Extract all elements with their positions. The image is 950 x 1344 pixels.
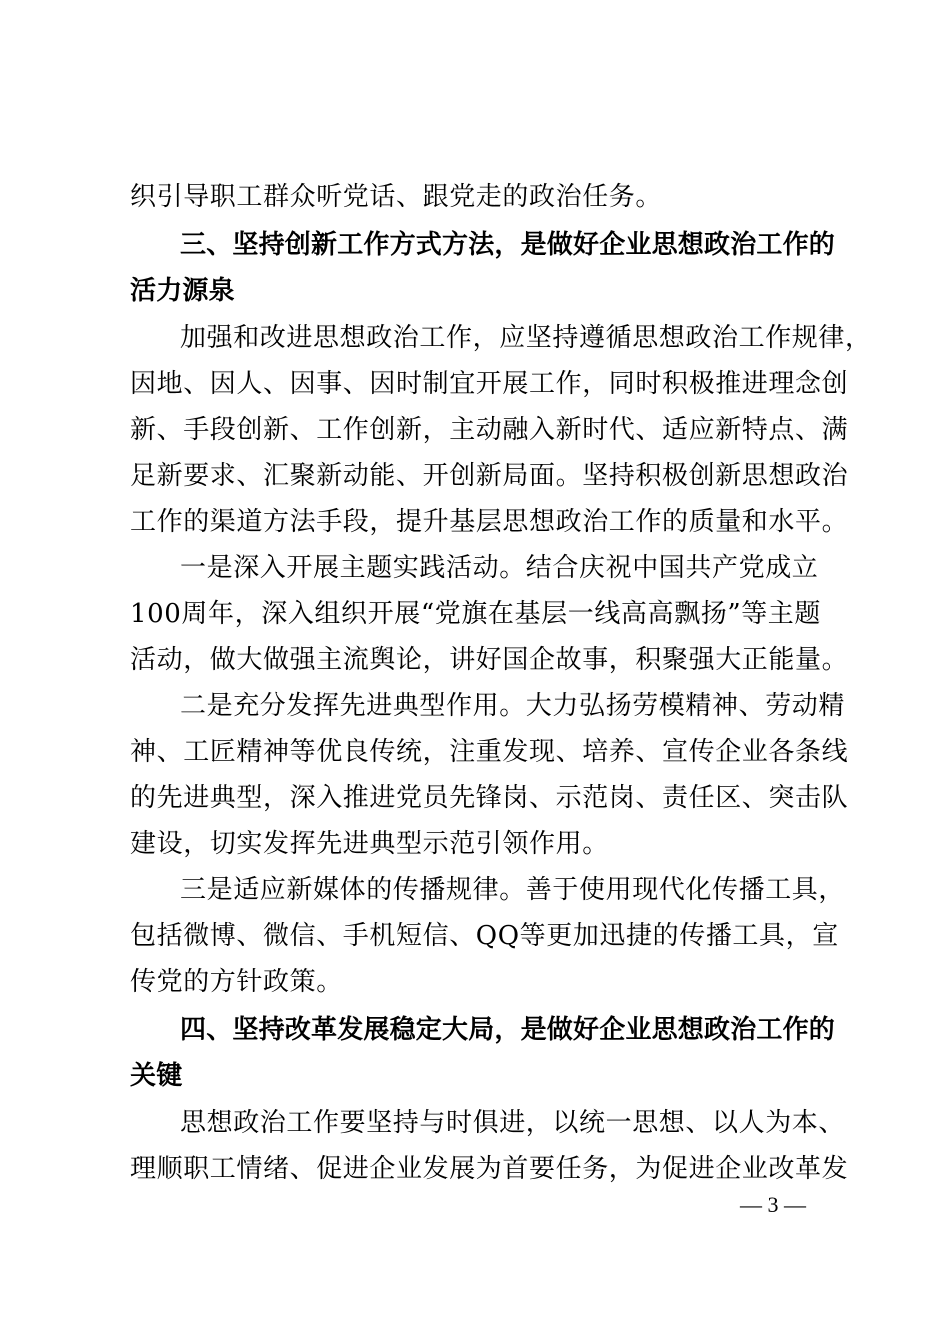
paragraph-line: 足新要求、汇聚新动能、开创新局面。坚持积极创新思想政治 [130, 461, 849, 491]
section-heading-4-cont: 关键 [130, 1061, 183, 1091]
paragraph-line: 理顺职工情绪、促进企业发展为首要任务，为促进企业改革发 [130, 1154, 849, 1184]
paragraph-line: 包括微博、微信、手机短信、QQ等更加迅捷的传播工具，宣 [130, 921, 839, 951]
paragraph-line: 新、手段创新、工作创新，主动融入新时代、适应新特点、满 [130, 415, 849, 445]
paragraph-line: 因地、因人、因事、因时制宜开展工作，同时积极推进理念创 [130, 369, 849, 399]
paragraph-line: 100周年，深入组织开展“党旗在基层一线高高飘扬”等主题 [130, 599, 822, 629]
section-heading-3-cont: 活力源泉 [130, 276, 235, 306]
page-number: — 3 — [740, 1192, 806, 1217]
paragraph-line: 二是充分发挥先进典型作用。大力弘扬劳模精神、劳动精 [180, 691, 846, 721]
paragraph-line: 三是适应新媒体的传播规律。善于使用现代化传播工具， [180, 875, 846, 905]
paragraph-line: 思想政治工作要坚持与时俱进，以统一思想、以人为本、 [180, 1108, 846, 1138]
paragraph-line: 建设，切实发挥先进典型示范引领作用。 [130, 829, 609, 859]
paragraph-line: 的先进典型，深入推进党员先锋岗、示范岗、责任区、突击队 [130, 783, 849, 813]
paragraph-line: 加强和改进思想政治工作，应坚持遵循思想政治工作规律， [180, 323, 872, 353]
paragraph-line: 织引导职工群众听党话、跟党走的政治任务。 [130, 182, 663, 212]
paragraph-line: 活动，做大做强主流舆论，讲好国企故事，积聚强大正能量。 [130, 645, 849, 675]
section-heading-3: 三、坚持创新工作方式方法，是做好企业思想政治工作的 [180, 230, 836, 260]
section-heading-4: 四、坚持改革发展稳定大局，是做好企业思想政治工作的 [180, 1015, 836, 1045]
paragraph-line: 一是深入开展主题实践活动。结合庆祝中国共产党成立 [180, 553, 819, 583]
paragraph-line: 传党的方针政策。 [130, 967, 343, 997]
paragraph-line: 工作的渠道方法手段，提升基层思想政治工作的质量和水平。 [130, 507, 849, 537]
paragraph-line: 神、工匠精神等优良传统，注重发现、培养、宣传企业各条线 [130, 737, 849, 767]
